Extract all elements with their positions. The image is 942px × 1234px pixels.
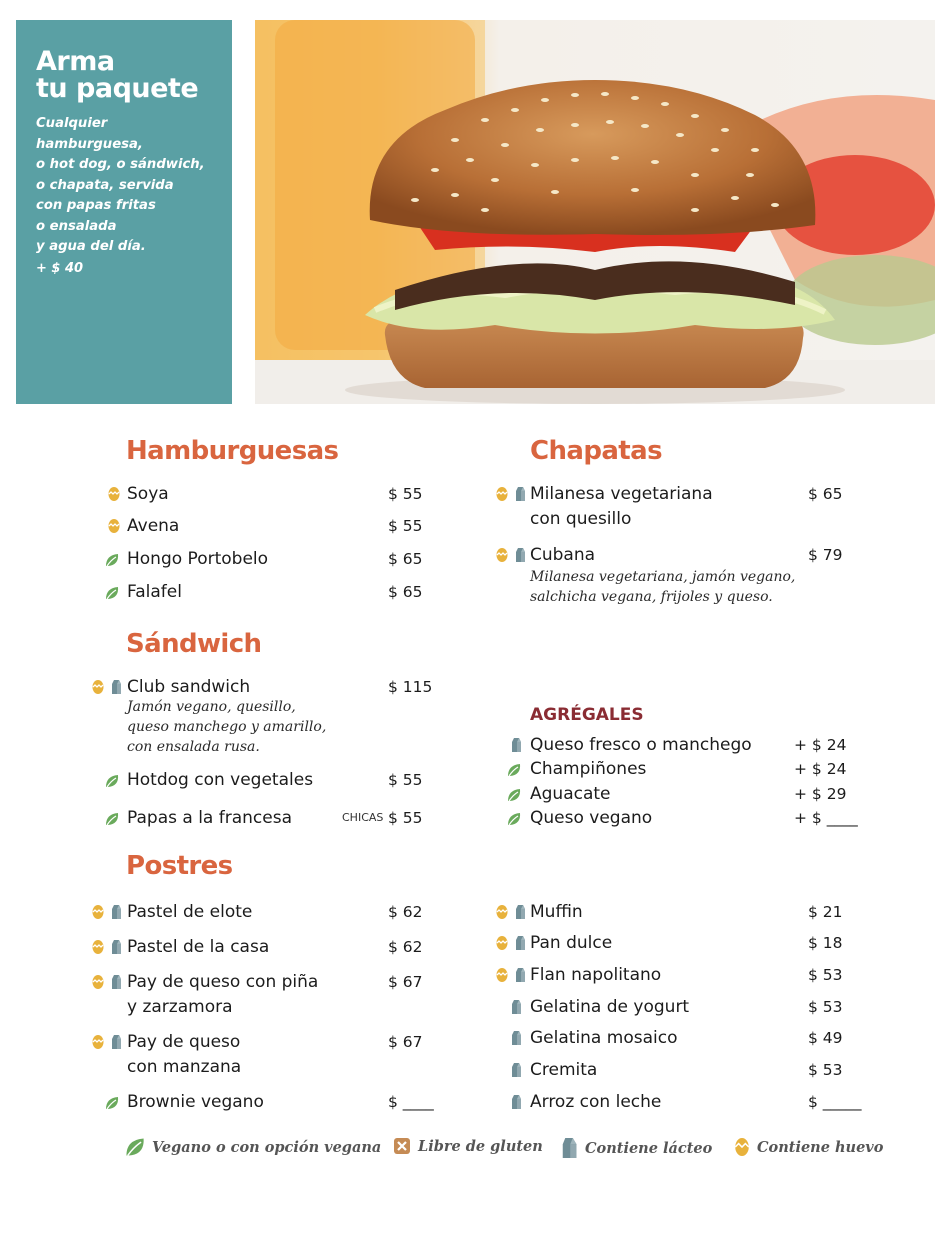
dairy-icon [108, 938, 124, 956]
dessert-cremita [494, 1058, 874, 1084]
legend-egg [733, 1136, 883, 1158]
item-icons [106, 517, 122, 535]
item-price: $ 55 [388, 809, 423, 827]
item-name: Hotdog con vegetales [127, 770, 314, 790]
item-price: $ 55 [388, 485, 423, 503]
item-description: Jamón vegano, quesillo, queso manchego y amarillo, con ensalada rusa. [127, 699, 327, 755]
vegan-leaf-icon [104, 551, 120, 569]
egg-icon [494, 903, 510, 921]
dairy-icon [512, 934, 528, 952]
dessert-pay-de-queso-manzana [90, 1030, 442, 1082]
item-price: $ _____ [808, 1093, 862, 1111]
item-icons [90, 973, 124, 991]
item-name: Cremita [530, 1060, 598, 1080]
package-promo-box [16, 20, 232, 404]
item-icons [494, 546, 528, 564]
item-price: $ 65 [808, 485, 843, 503]
addon-aguacate [494, 782, 864, 807]
vegan-leaf-icon [104, 584, 120, 602]
item-name: Gelatina mosaico [530, 1028, 678, 1048]
promo-price: + $ 40 [36, 260, 84, 276]
menu-item-papas [90, 806, 440, 832]
section-title-postres: Postres [126, 851, 233, 881]
egg-icon [494, 966, 510, 984]
item-icons [506, 810, 522, 828]
vegan-leaf-icon [104, 772, 120, 790]
item-price: $ 115 [388, 678, 433, 696]
addon-queso-fresco [494, 733, 864, 758]
dairy-icon [512, 966, 528, 984]
section-title-hamburguesas: Hamburguesas [126, 436, 339, 466]
item-name: Pastel de la casa [127, 937, 270, 957]
menu-item-cubana [494, 543, 854, 611]
item-icons [508, 1029, 524, 1047]
legend-gluten-free [392, 1136, 543, 1156]
item-name: Cubana [530, 545, 596, 565]
egg-icon [106, 517, 122, 535]
item-icons [104, 1094, 120, 1112]
item-icons [494, 485, 528, 503]
dairy-icon [508, 1061, 524, 1079]
item-name: Milanesa vegetariana con quesillo [530, 484, 713, 529]
dessert-flan-napolitano [494, 963, 874, 989]
egg-icon [494, 546, 510, 564]
item-name: Gelatina de yogurt [530, 997, 690, 1017]
legend-dairy [559, 1136, 712, 1160]
dairy-icon [512, 903, 528, 921]
item-name: Club sandwich [127, 677, 251, 697]
menu-item-milanesa [494, 482, 854, 534]
vegan-leaf-icon [506, 810, 522, 828]
egg-icon [733, 1136, 751, 1158]
item-price: $ 79 [808, 546, 843, 564]
legend-label: Libre de gluten [418, 1137, 543, 1155]
dessert-gelatina-yogurt [494, 995, 874, 1021]
burger-illustration [255, 20, 935, 404]
item-icons [494, 966, 528, 984]
item-icons [106, 485, 122, 503]
vegan-leaf-icon [506, 786, 522, 804]
promo-description: Cualquier hamburguesa, o hot dog, o sándwich, o chapata, servida con papas fritas o ensalada y agua del día. [36, 116, 205, 254]
menu-item-club-sandwich [90, 675, 440, 759]
item-icons [90, 678, 124, 696]
egg-icon [90, 1033, 106, 1051]
dairy-icon [559, 1136, 579, 1160]
item-price: + $ ____ [794, 809, 858, 827]
menu-item-avena [90, 514, 440, 540]
item-icons [508, 1061, 524, 1079]
item-name: Brownie vegano [127, 1092, 264, 1112]
item-name: Pan dulce [530, 933, 613, 953]
item-name: Pay de queso con manzana [127, 1032, 242, 1077]
item-price: $ 55 [388, 517, 423, 535]
item-name: Muffin [530, 902, 583, 922]
item-icons [104, 772, 120, 790]
item-name: Hongo Portobelo [127, 549, 269, 569]
item-price: + $ 24 [794, 760, 847, 778]
dairy-icon [508, 736, 524, 754]
dessert-pan-dulce [494, 931, 874, 957]
vegan-leaf-icon [104, 1094, 120, 1112]
item-name: Pastel de elote [127, 902, 253, 922]
item-price: $ 65 [388, 550, 423, 568]
item-icons [508, 1093, 524, 1111]
promo-title-line-2: tu paquete [36, 73, 199, 104]
dairy-icon [508, 1029, 524, 1047]
dessert-pastel-de-elote [90, 900, 442, 926]
menu-item-hongo-portobelo [90, 547, 440, 573]
item-icons [90, 1033, 124, 1051]
item-price: $ 65 [388, 583, 423, 601]
item-price: $ 21 [808, 903, 843, 921]
menu-item-soya [90, 482, 440, 508]
item-name: Papas a la francesa [127, 808, 292, 828]
item-description: Milanesa vegetariana, jamón vegano, salchicha vegana, frijoles y queso. [530, 569, 796, 605]
item-price: $ 67 [388, 1033, 423, 1051]
egg-icon [494, 485, 510, 503]
item-icons [506, 786, 522, 804]
promo-title-line-1: Arma [36, 46, 115, 77]
item-icons [494, 934, 528, 952]
item-price: $ 53 [808, 998, 843, 1016]
legend-label: Contiene huevo [757, 1138, 884, 1156]
dessert-arroz-con-leche [494, 1090, 874, 1116]
legend-vegan [124, 1136, 381, 1158]
dairy-icon [108, 973, 124, 991]
dessert-brownie-vegano [90, 1090, 442, 1116]
dairy-icon [512, 546, 528, 564]
item-icons [104, 584, 120, 602]
legend-label: Contiene lácteo [585, 1139, 713, 1157]
item-price: $ 49 [808, 1029, 843, 1047]
item-icons [508, 998, 524, 1016]
dessert-pastel-de-la-casa [90, 935, 442, 961]
addon-queso-vegano [494, 806, 864, 831]
dairy-icon [512, 485, 528, 503]
vegan-leaf-icon [506, 761, 522, 779]
dessert-muffin [494, 900, 874, 926]
dairy-icon [108, 903, 124, 921]
dessert-pay-de-queso-pina [90, 970, 442, 1022]
vegan-leaf-icon [124, 1136, 146, 1158]
item-price: $ 53 [808, 966, 843, 984]
egg-icon [106, 485, 122, 503]
menu-item-falafel [90, 580, 440, 606]
item-name: Flan napolitano [530, 965, 662, 985]
section-title-agregales: AGRÉGALES [530, 705, 644, 725]
item-price: $ 18 [808, 934, 843, 952]
promo-title [36, 48, 214, 102]
item-price: $ 62 [388, 903, 423, 921]
item-price: $ 62 [388, 938, 423, 956]
item-name: Queso vegano [530, 808, 653, 828]
legend-label: Vegano o con opción vegana [152, 1138, 382, 1156]
item-name: Soya [127, 484, 169, 504]
item-price: + $ 29 [794, 785, 847, 803]
gluten-free-icon [392, 1136, 412, 1156]
section-title-sandwich: Sándwich [126, 629, 262, 659]
item-price: $ ____ [388, 1093, 434, 1111]
item-price: $ 67 [388, 973, 423, 991]
item-price: $ 53 [808, 1061, 843, 1079]
burger-photo [255, 20, 935, 404]
item-icons [90, 903, 124, 921]
item-icons [494, 903, 528, 921]
item-name: Avena [127, 516, 180, 536]
item-name: Champiñones [530, 759, 647, 779]
item-icons [90, 938, 124, 956]
item-name: Pay de queso con piña y zarzamora [127, 972, 319, 1017]
addon-champinones [494, 757, 864, 782]
size-label: CHICAS [342, 811, 384, 824]
item-icons [508, 736, 524, 754]
dairy-icon [108, 678, 124, 696]
item-name: Arroz con leche [530, 1092, 662, 1112]
egg-icon [90, 938, 106, 956]
item-price: $ 55 [388, 771, 423, 789]
dessert-gelatina-mosaico [494, 1026, 874, 1052]
egg-icon [90, 678, 106, 696]
item-icons [104, 551, 120, 569]
section-title-chapatas: Chapatas [530, 436, 662, 466]
item-price: + $ 24 [794, 736, 847, 754]
item-name: Queso fresco o manchego [530, 735, 752, 755]
vegan-leaf-icon [104, 810, 120, 828]
egg-icon [90, 903, 106, 921]
dairy-icon [108, 1033, 124, 1051]
item-name: Aguacate [530, 784, 611, 804]
egg-icon [494, 934, 510, 952]
item-name: Falafel [127, 582, 182, 602]
menu-item-hotdog [90, 768, 440, 794]
egg-icon [90, 973, 106, 991]
item-icons [506, 761, 522, 779]
dairy-icon [508, 1093, 524, 1111]
item-icons [104, 810, 120, 828]
dairy-icon [508, 998, 524, 1016]
